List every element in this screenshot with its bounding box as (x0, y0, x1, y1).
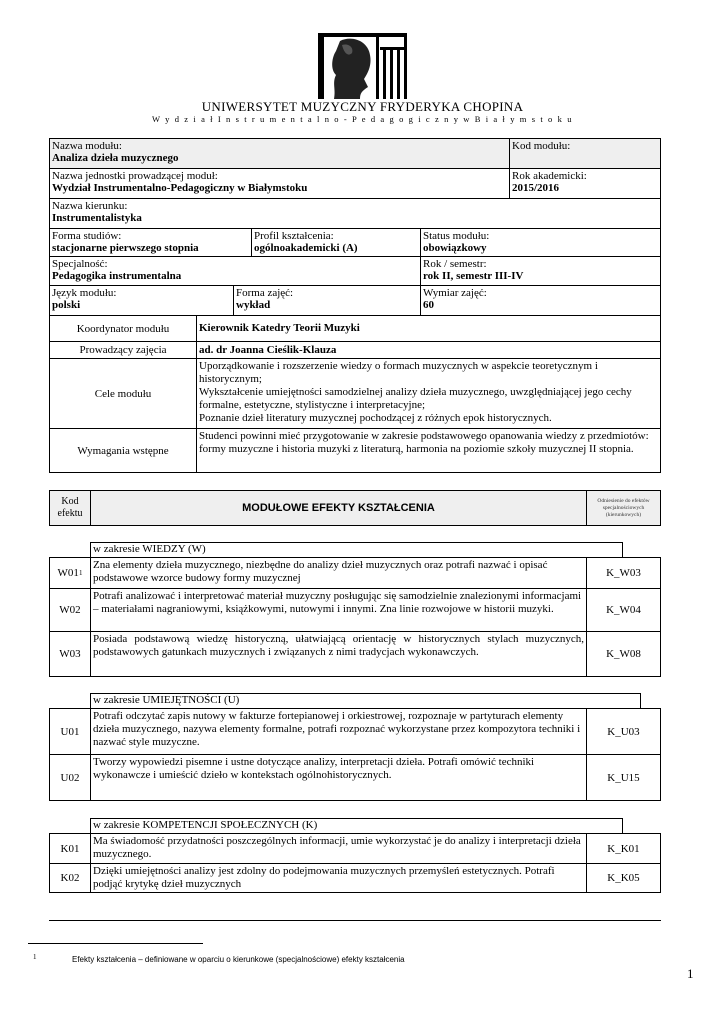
class-form-cell (233, 285, 421, 316)
skills-section-title: w zakresie UMIEJĘTNOŚCI (U) (90, 693, 641, 709)
closing-rule (49, 920, 661, 921)
study-form-label: Forma studiów: (52, 230, 122, 242)
profile-label: Profil kształcenia: (254, 230, 334, 242)
effect-code-w03: W03 (49, 631, 91, 677)
page-number: 1 (687, 966, 694, 981)
objective-item: Wykształcenie umiejętności samodzielnej analizy dzieła muzycznego, uwzględniającej jego cechy formalne, estetyczne, stylistyczne i interpretacyjne; (199, 386, 632, 411)
lecturer: ad. dr Joanna Cieślik-Klauza (199, 344, 337, 356)
effect-code: W01 (57, 567, 79, 579)
footnote-ref: 1 (78, 569, 83, 577)
module-name-cell (49, 138, 510, 169)
prerequisites-label: Wymagania wstępne (49, 428, 197, 473)
lecturer-cell (196, 341, 661, 359)
effect-ref: K_K01 (586, 833, 661, 864)
specialty-cell (49, 256, 421, 286)
effect-code-w01 (49, 557, 91, 589)
knowledge-section-title: w zakresie WIEDZY (W) (90, 542, 623, 558)
effect-ref: K_K05 (586, 863, 661, 893)
effect-ref: K_W04 (586, 588, 661, 632)
study-form-cell (49, 228, 252, 257)
module-name: Analiza dzieła muzycznego (52, 152, 179, 164)
effect-ref: K_W03 (586, 557, 661, 589)
objectives-label: Cele modułu (49, 358, 197, 429)
coordinator-label: Koordynator modułu (49, 315, 197, 342)
language-cell (49, 285, 234, 316)
faculty-name: W y d z i a ł I n s t r u m e n t a l n o - P e d a g o g i c z n y w B i a ł y m s t o k u (151, 114, 574, 124)
university-name: UNIWERSYTET MUZYCZNY FRYDERYKA CHOPINA (201, 99, 524, 114)
class-form: wykład (236, 299, 271, 311)
hours-cell (420, 285, 661, 316)
footnote-text: Efekty kształcenia – definiowane w oparciu o kierunkowe (specjalnościowe) efekty kształcenia (72, 955, 405, 964)
footnote-divider (28, 943, 203, 944)
effect-code-header: Kod efektu (49, 490, 91, 526)
effect-code-u01: U01 (49, 708, 91, 755)
effect-code-k01: K01 (49, 833, 91, 864)
coordinator: Kierownik Katedry Teorii Muzyki (199, 322, 360, 334)
unit-cell (49, 168, 510, 199)
status-cell (420, 228, 661, 257)
competences-section-title: w zakresie KOMPETENCJI SPOŁECZNYCH (K) (90, 818, 623, 834)
prerequisites: Studenci powinni mieć przygotowanie w zakresie podstawowego opanowania wiedzy z przedmiotów: formy muzyczne i historia muzyki z literaturą, harmonia na poziomie szkoły muzycznej II stopnia. (196, 428, 661, 473)
lecturer-label: Prowadzący zajęcia (49, 341, 197, 359)
field-of-study: Instrumentalistyka (52, 212, 142, 224)
effect-text: Posiada podstawową wiedzę historyczną, ułatwiającą orientację w historycznych stylach muzycznych, podstawowych gatunkach muzycznych i związanych z nimi tradycjach wykonawczych. (90, 631, 587, 677)
status-label: Status modułu: (423, 230, 490, 242)
language: polski (52, 299, 81, 311)
objective-item: Poznanie dzieł literatury muzycznej pochodzącej z różnych epok historycznych. (199, 412, 552, 424)
effect-ref: K_U03 (586, 708, 661, 755)
effect-code-k02: K02 (49, 863, 91, 893)
field-of-study-label: Nazwa kierunku: (52, 200, 128, 212)
study-form: stacjonarne pierwszego stopnia (52, 242, 199, 254)
academic-year: 2015/2016 (512, 182, 560, 194)
academic-year-cell (509, 168, 661, 199)
unit-label: Nazwa jednostki prowadzącej moduł: (52, 170, 218, 182)
module-code-label: Kod modułu: (512, 140, 571, 152)
hours-label: Wymiar zajęć: (423, 287, 487, 299)
effect-code-u02: U02 (49, 754, 91, 801)
class-form-label: Forma zajęć: (236, 287, 294, 299)
module-code-cell (509, 138, 661, 169)
effect-ref: K_U15 (586, 754, 661, 801)
objectives-cell (196, 358, 661, 429)
objective-item: Uporządkowanie i rozszerzenie wiedzy o formach muzycznych w aspekcie teoretycznym i historycznym; (199, 360, 598, 385)
hours: 60 (423, 299, 434, 311)
effect-text: Dzięki umiejętności analizy jest zdolny do podejmowania muzycznych przemyśleń estetycznych. Potrafi podjąć krytykę dzieł muzycznych (90, 863, 587, 893)
effect-code-w02: W02 (49, 588, 91, 632)
academic-year-label: Rok akademicki: (512, 170, 587, 182)
effect-text: Zna elementy dzieła muzycznego, niezbędne do analizy dzieł muzycznych oraz potrafi nazwać i opisać podstawowe wzorce budowy formy muzycznej (90, 557, 587, 589)
profile-cell (251, 228, 421, 257)
specialty-label: Specjalność: (52, 258, 108, 270)
effect-text: Potrafi analizować i interpretować materiał muzyczny posługując się samodzielnie znalezionymi informacjami – materiałami nagraniowymi, książkowymi, nutowymi i innymi. Zna linie rozwojowe w historii muzyki. (90, 588, 587, 632)
profile: ogólnoakademicki (A) (254, 242, 358, 254)
field-of-study-cell (49, 198, 661, 229)
year-semester-label: Rok / semestr: (423, 258, 487, 270)
year-semester-cell (420, 256, 661, 286)
effect-text: Ma świadomość przydatności poszczególnych informacji, umie wykorzystać je do analizy i interpretacji dzieła muzycznego. (90, 833, 587, 864)
effect-text: Potrafi odczytać zapis nutowy w fakturze fortepianowej i orkiestrowej, rozpoznaje w partyturach elementy dzieła muzycznego, nazywa elementy formalne, potrafi rozpoznać wykorzystane przez kompozytora techniki i nazwać style muzyczne. (90, 708, 587, 755)
unit-name: Wydział Instrumentalno-Pedagogiczny w Białymstoku (52, 182, 308, 194)
coordinator-cell (196, 315, 661, 342)
reference-header: Odniesienie do efektów specjalnościowych (kierunkowych) (586, 490, 661, 526)
language-label: Język modułu: (52, 287, 117, 299)
university-logo (318, 33, 407, 99)
effect-ref: K_W08 (586, 631, 661, 677)
specialty: Pedagogika instrumentalna (52, 270, 182, 282)
year-semester: rok II, semestr III-IV (423, 270, 524, 282)
status: obowiązkowy (423, 242, 487, 254)
effects-title: MODUŁOWE EFEKTY KSZTAŁCENIA (90, 490, 587, 526)
module-name-label: Nazwa modułu: (52, 140, 122, 152)
footnote-number: 1 (33, 953, 37, 961)
effect-text: Tworzy wypowiedzi pisemne i ustne dotyczące analizy, interpretacji dzieła. Potrafi omówić techniki wykonawcze i umieścić dzieło w kontekstach ogólnohistorycznych. (90, 754, 587, 801)
